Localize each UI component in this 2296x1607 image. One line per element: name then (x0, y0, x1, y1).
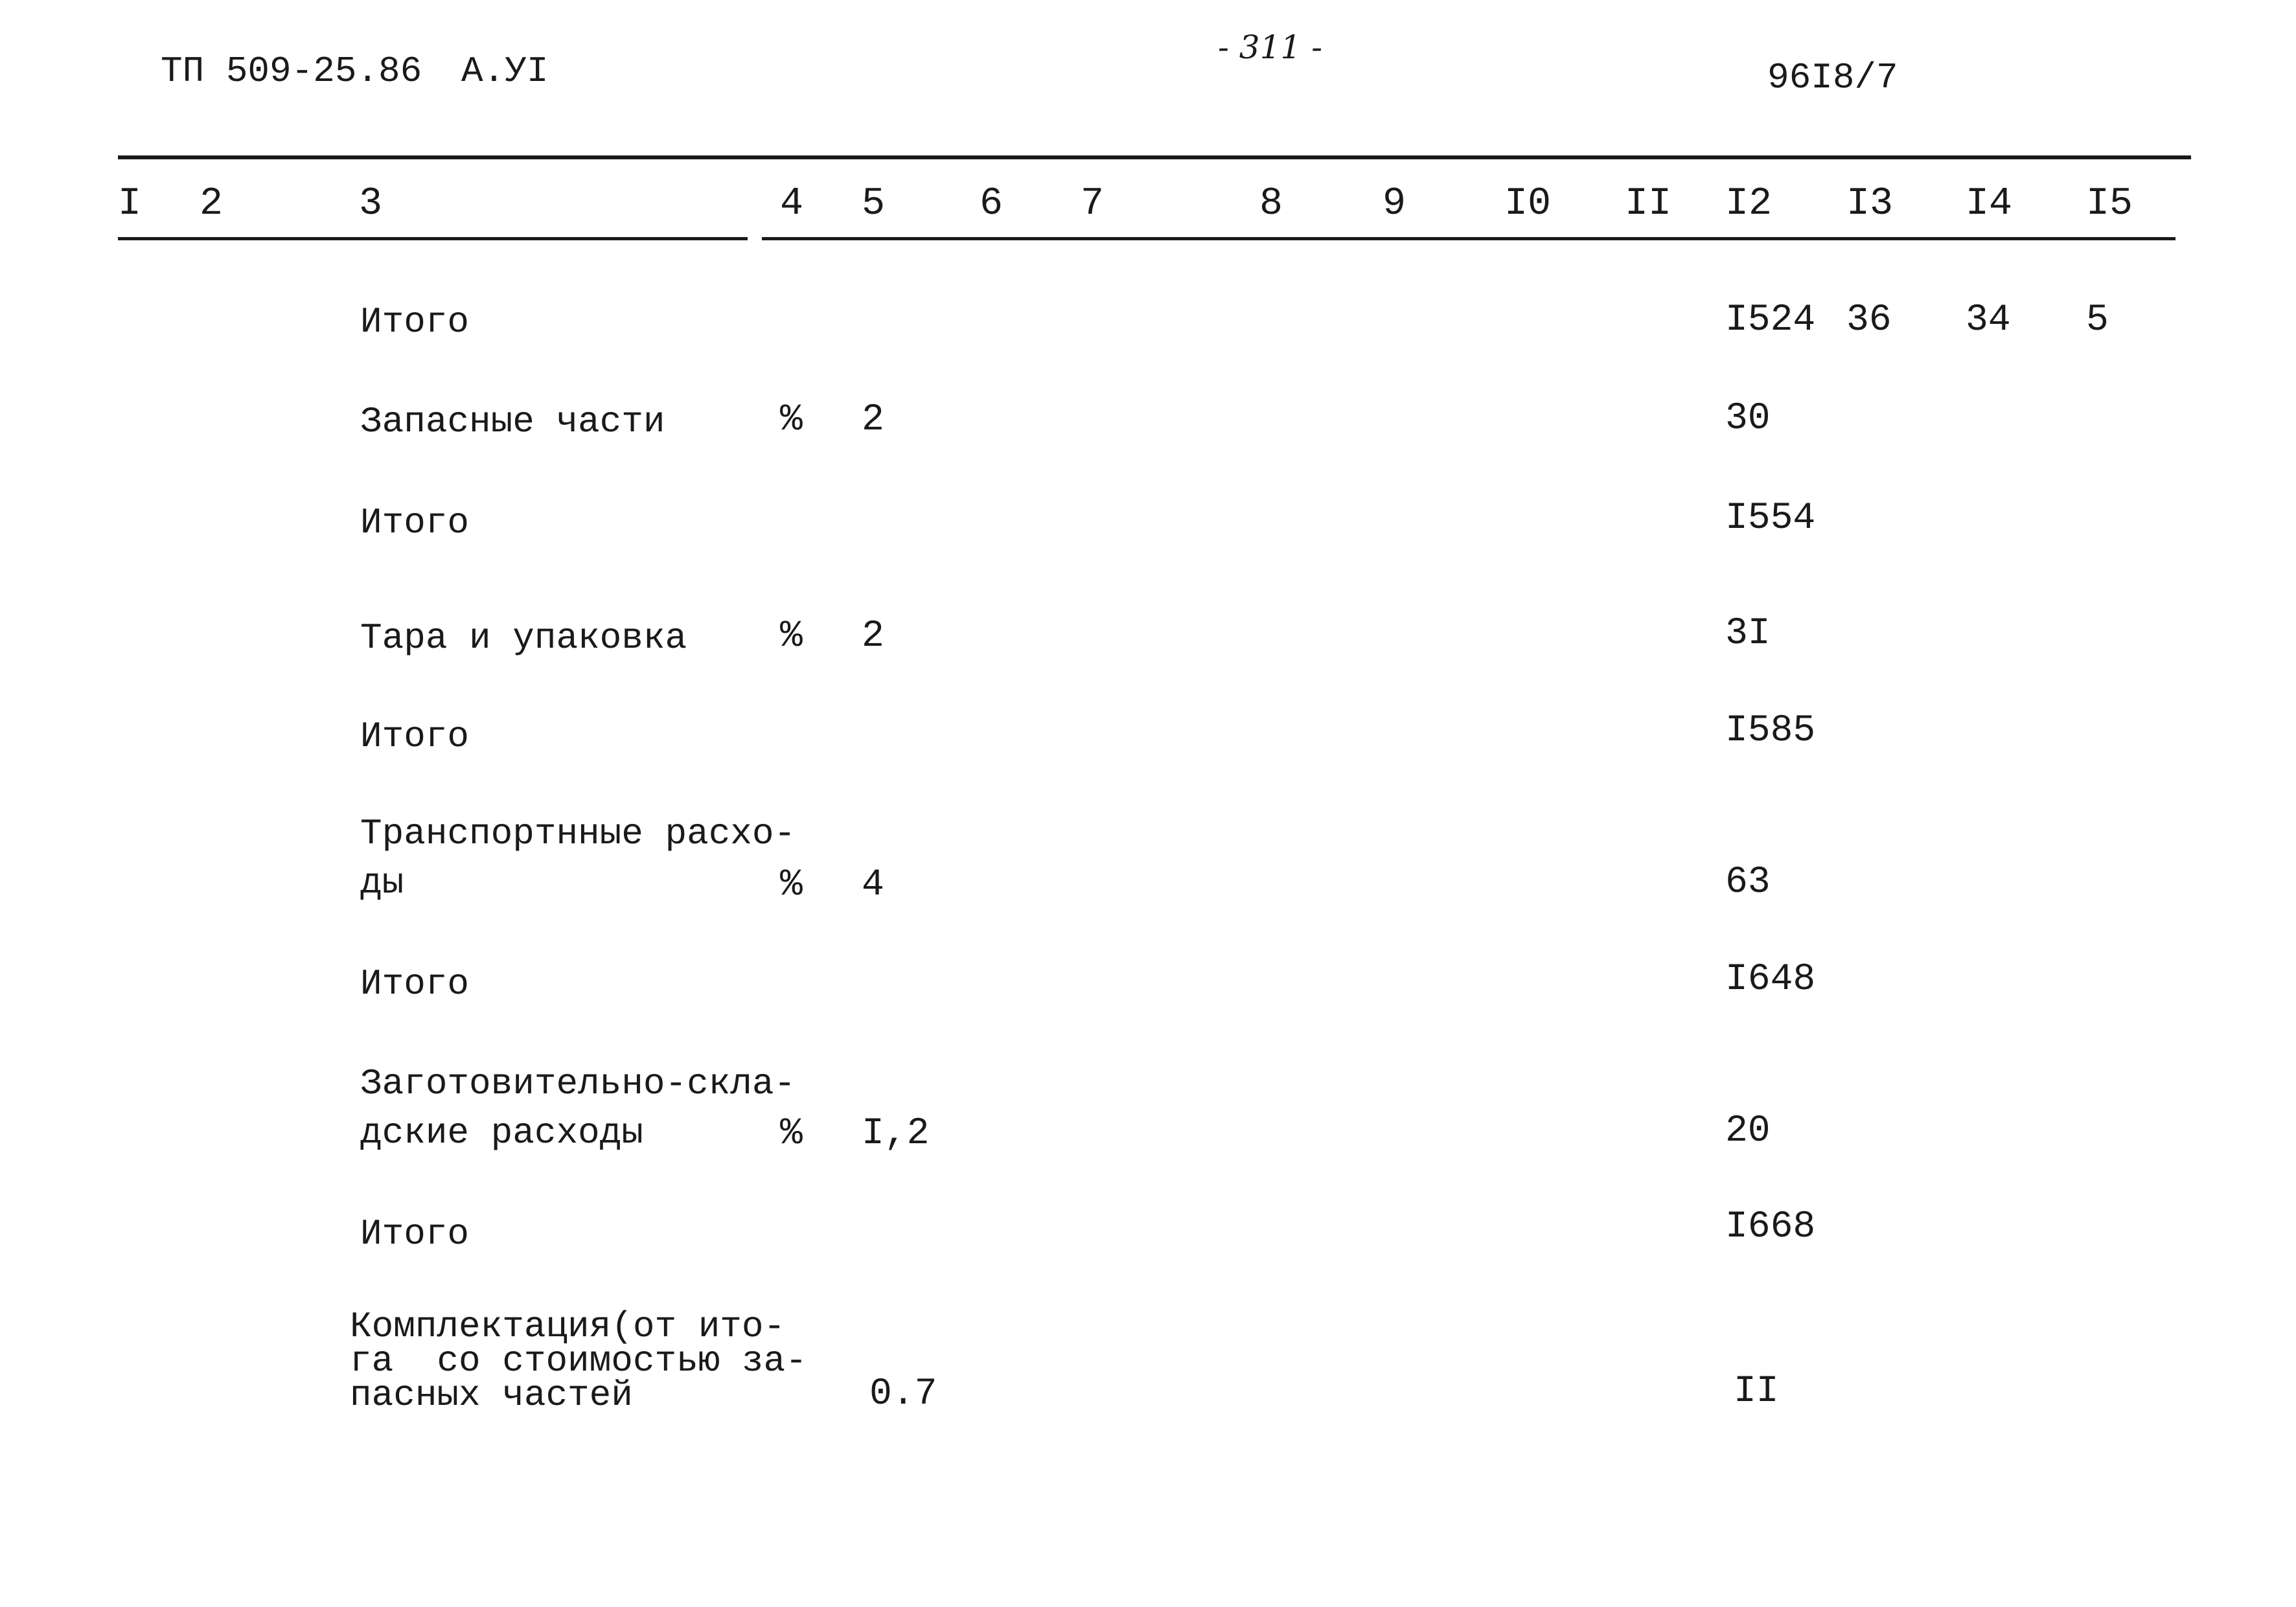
row-label: Итого (360, 502, 470, 543)
cell-col15: 5 (2086, 299, 2109, 341)
cell-col12: I524 (1725, 299, 1816, 341)
cell-col12: I668 (1725, 1206, 1816, 1248)
column-number: I5 (2086, 182, 2133, 226)
cell-col12: 30 (1725, 398, 1771, 440)
cell-col12: I585 (1725, 710, 1816, 752)
row-label: Итого (360, 301, 470, 343)
row-label: Итого (360, 1213, 470, 1255)
document-code: ТП 509-25.86 (161, 51, 422, 92)
cell-col5: 2 (862, 399, 884, 441)
column-number: I3 (1846, 182, 1894, 226)
cell-col12: I648 (1725, 959, 1816, 1001)
column-number: I4 (1966, 182, 2013, 226)
row-label: Комплектация(от ито- га со стоимостью за- пасных частей (350, 1306, 807, 1417)
cell-col4: % (780, 1113, 803, 1155)
row-label: Итого (360, 963, 470, 1005)
column-number: II (1625, 182, 1672, 226)
table-header-rule-right (762, 237, 2175, 240)
cell-col12: 20 (1725, 1110, 1771, 1152)
column-number: I2 (1725, 182, 1773, 226)
column-number: 9 (1383, 182, 1406, 226)
page-number: - 311 - (1218, 28, 1323, 66)
sheet-number: 96I8/7 (1767, 57, 1898, 98)
cell-col12: II (1734, 1371, 1779, 1413)
cell-col12: 63 (1725, 861, 1771, 904)
cell-col13: 36 (1846, 299, 1892, 341)
cell-col4: % (780, 399, 803, 441)
column-number: I0 (1504, 182, 1552, 226)
cell-col5: 2 (862, 615, 884, 657)
album-number: А.УI (461, 51, 549, 92)
row-label: Запасные части (360, 401, 665, 442)
cell-col12: 3I (1725, 613, 1771, 655)
table-top-rule (118, 155, 2191, 159)
column-number: 7 (1081, 182, 1105, 226)
column-number: 5 (862, 182, 886, 226)
cell-col4: % (780, 864, 803, 906)
row-label: Тара и упаковка (360, 617, 687, 659)
column-number: 6 (980, 182, 1004, 226)
column-number: I (118, 182, 142, 226)
row-label: Транспортнные расхо- ды (360, 813, 796, 904)
cell-col5: 4 (862, 864, 884, 906)
cell-col5: I,2 (862, 1113, 930, 1155)
column-number: 8 (1259, 182, 1283, 226)
column-number: 4 (780, 182, 804, 226)
cell-col12: I554 (1725, 497, 1816, 540)
column-number: 3 (359, 182, 383, 226)
row-label: Заготовительно-скла- дские расходы (360, 1063, 796, 1154)
cell-col14: 34 (1966, 299, 2011, 341)
row-label: Итого (360, 716, 470, 757)
table-header-rule-left (118, 237, 748, 240)
cell-col5: 0.7 (869, 1373, 937, 1415)
column-number: 2 (200, 182, 224, 226)
cell-col4: % (780, 615, 803, 657)
